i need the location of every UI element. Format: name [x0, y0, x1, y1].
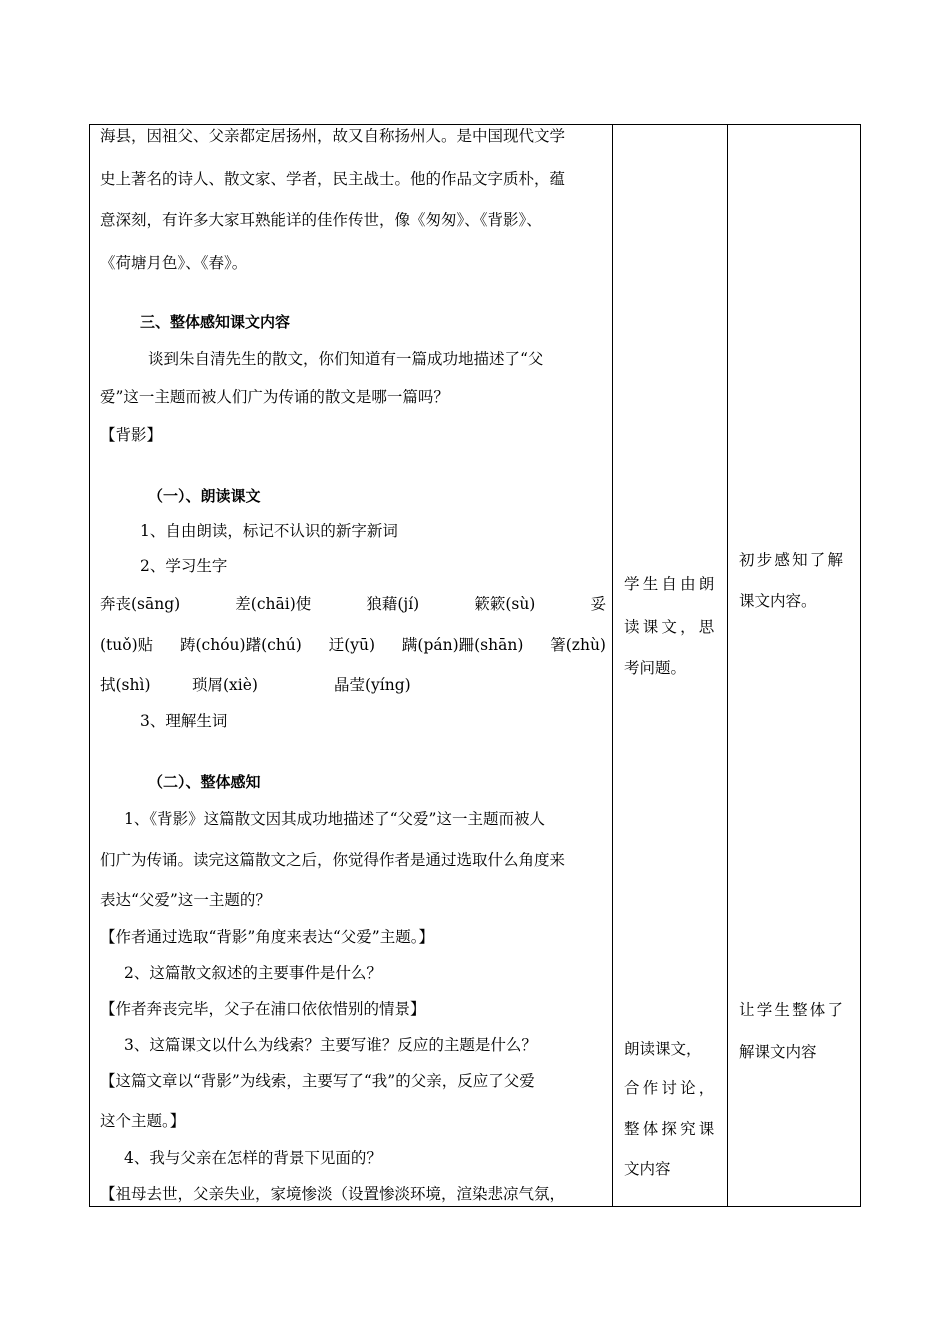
- student-activity-1-line-1: 学生自由朗: [624, 575, 718, 593]
- vocab-item: 差(chāi)使: [235, 595, 312, 613]
- part2-heading: （二）、整体感知: [148, 773, 261, 791]
- q3: 3、这篇课文以什么为线索？主要写谁？反应的主题是什么？: [124, 1036, 537, 1054]
- part1-step3: 3、理解生词: [140, 712, 228, 730]
- section3-question-line-2: 爱”这一主题而被人们广为传诵的散文是哪一篇吗？: [100, 388, 449, 406]
- section3-heading: 三、整体感知课文内容: [140, 313, 291, 331]
- q1-line-2: 们广为传诵。读完这篇散文之后，你觉得作者是通过选取什么角度来: [100, 851, 566, 869]
- vocab-item: 迂(yū): [328, 636, 376, 654]
- vocab-item: 蹒(pán)跚(shān): [401, 636, 524, 654]
- section3-question-line-1: 谈到朱自清先生的散文，你们知道有一篇成功地描述了“父: [148, 350, 544, 368]
- vocab-row-2: [100, 638, 606, 654]
- intent-2-line-2: 解课文内容: [739, 1043, 817, 1061]
- q1-line-3: 表达“父爱”这一主题的？: [100, 891, 271, 909]
- vocab-item: 奔丧(sāng): [100, 595, 181, 613]
- q4: 4、我与父亲在怎样的背景下见面的？: [124, 1149, 382, 1167]
- student-activity-2-line-2: 合作讨论，: [624, 1079, 718, 1097]
- intent-1-line-2: 课文内容。: [739, 592, 817, 610]
- column-divider-2: [727, 125, 728, 1206]
- vocab-item: 箸(zhù): [550, 636, 606, 654]
- vocab-item: 簌簌(sù): [474, 595, 536, 613]
- part1-heading: （一）、朗读课文: [148, 487, 261, 505]
- vocab-item: 踌(chóu)躇(chú): [180, 636, 302, 654]
- student-activity-1-line-2: 读课文，思: [624, 618, 718, 636]
- section3-answer: 【背影】: [100, 426, 163, 444]
- a3-line-1: 【这篇文章以“背影”为线索，主要写了“我”的父亲，反应了父爱: [100, 1072, 535, 1090]
- a3-line-2: 这个主题。】: [100, 1112, 186, 1130]
- vocab-row-1: [100, 597, 606, 613]
- intent-2-line-1: 让学生整体了: [739, 1001, 846, 1019]
- student-activity-2-line-4: 文内容: [624, 1160, 671, 1178]
- student-activity-1-line-3: 考问题。: [624, 659, 687, 677]
- vocab-item: 拭(shì): [100, 676, 151, 694]
- intro-line-4: 《荷塘月色》、《春》。: [100, 254, 248, 272]
- q1-line-1: 1、《背影》这篇散文因其成功地描述了“父爱”这一主题而被人: [124, 810, 545, 828]
- a4-line: 【祖母去世，父亲失业，家境惨淡（设置惨淡环境，渲染悲凉气氛，: [100, 1185, 566, 1203]
- column-divider-1: [612, 125, 613, 1206]
- part1-step2: 2、学习生字: [140, 557, 228, 575]
- q2: 2、这篇散文叙述的主要事件是什么？: [124, 964, 382, 982]
- student-activity-2-line-3: 整体探究课: [624, 1120, 718, 1138]
- intro-line-3: 意深刻，有许多大家耳熟能详的佳作传世，像《匆匆》、《背影》、: [100, 211, 542, 229]
- vocab-item: 狼藉(jí): [366, 595, 420, 613]
- part1-step1: 1、自由朗读，标记不认识的新字新词: [140, 522, 398, 540]
- intent-1-line-1: 初步感知了解: [739, 551, 846, 569]
- intro-line-1: 海县，因祖父、父亲都定居扬州，故又自称扬州人。是中国现代文学: [100, 127, 566, 145]
- vocab-item: (tuǒ)贴: [100, 636, 154, 654]
- vocab-item: 妥: [590, 595, 606, 613]
- a1: 【作者通过选取“背影”角度来表达“父爱”主题。】: [100, 928, 434, 946]
- intro-line-2: 史上著名的诗人、散文家、学者，民主战士。他的作品文字质朴，蕴: [100, 170, 566, 188]
- vocab-item: 晶莹(yíng): [334, 676, 411, 694]
- a2: 【作者奔丧完毕，父子在浦口依依惜别的情景】: [100, 1000, 426, 1018]
- student-activity-2-line-1: 朗读课文，: [624, 1040, 702, 1058]
- vocab-item: 琐屑(xiè): [192, 676, 258, 694]
